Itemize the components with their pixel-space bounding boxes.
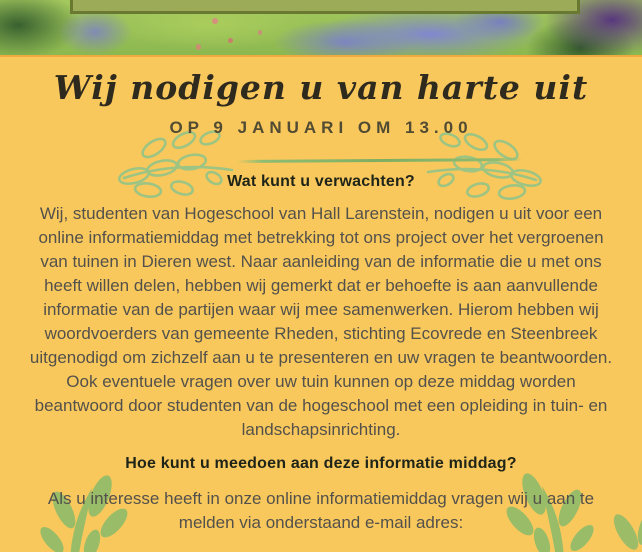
section-heading-participation: Hoe kunt u meedoen aan deze informatie middag? <box>125 454 517 472</box>
event-date-time: OP 9 JANUARI OM 13.00 <box>169 117 473 137</box>
paragraph-garden-questions: Ook eventuele vragen over uw tuin kunnen op deze middag worden beantwoord door studenten van de hogeschool met een opleiding in tuin- en landschapsinrichting. <box>34 371 608 439</box>
paragraph-signup: Als u interesse heeft in onze online informatiemiddag vragen wij u aan te melden via onderstaand e-mail adres: <box>47 488 595 532</box>
section-heading-expectations: Wat kunt u verwachten? <box>227 172 415 190</box>
paragraph-expectations: Wij, studenten van Hogeschool van Hall Larenstein, nodigen u uit voor een online informatiemiddag met betrekking tot ons project over het vergroenen van tuinen in Dieren west. Naar aanleiding van de informatie die u met ons heeft willen delen, hebben wij gemerkt dat er behoefte is aan aanvullende informatie van de partijen waar wij mee samenwerken. Hierom hebben wij woordvoerders van gemeente Rheden, stichting Ecovrede en Steenbreek uitgenodigd om zichzelf aan u te presenteren en uw vragen te beantwoorden. <box>29 203 613 367</box>
poster-title: Wij nodigen u van harte uit <box>53 68 589 107</box>
